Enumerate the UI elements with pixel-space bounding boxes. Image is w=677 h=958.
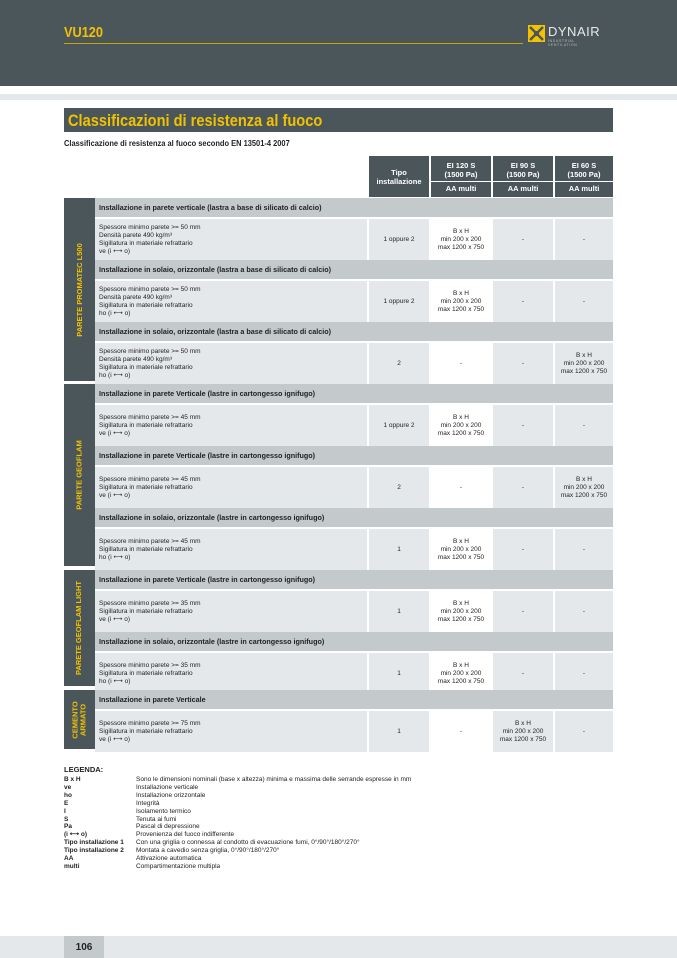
- ei60-value: [555, 405, 613, 446]
- group-label-text: PARETE PROMATEC L500: [74, 242, 84, 337]
- legend-key: multi: [64, 862, 80, 870]
- value-line: min 200 x 200: [440, 421, 482, 429]
- page-header: [0, 0, 677, 86]
- tipo-installazione: 1: [369, 591, 429, 632]
- tipo-installazione: 1: [369, 529, 429, 570]
- ei120-value: [431, 281, 491, 322]
- logo-mark-icon: [528, 25, 545, 42]
- ei90-value: [493, 711, 553, 752]
- header-rule: [64, 43, 523, 44]
- value-line: max 1200 x 750: [560, 491, 608, 499]
- col-header-ei60: [555, 156, 613, 197]
- value-line: -: [582, 545, 586, 553]
- row-description: [95, 591, 367, 632]
- legend-key: ve: [64, 783, 72, 791]
- description-line: Sigillatura in materiale refrattario: [99, 669, 193, 677]
- logo-text: DYNAIR: [548, 24, 601, 39]
- legend-key: AA: [64, 855, 74, 862]
- ei60-value: [555, 467, 613, 508]
- group-label-line: ARMATO: [78, 703, 88, 736]
- ei60-value: [555, 219, 613, 260]
- col-header-line: (1500 Pa): [444, 169, 478, 179]
- row-description: [95, 467, 367, 508]
- row-heading: Installazione in solaio, orizzontale (lastre in cartongesso ignifugo): [95, 508, 613, 527]
- ei90-value: [493, 653, 553, 694]
- legend-value: Compartimentazione multipla: [136, 862, 221, 870]
- legend-key: Pa: [64, 823, 72, 831]
- col-header-line: EI 120 S: [446, 160, 476, 170]
- col-header-line: AA multi: [555, 181, 613, 193]
- description-line: ho (i ⟷ o): [99, 371, 131, 379]
- description-line: Sigillatura in materiale refrattario: [99, 239, 193, 247]
- legend-value: Sono le dimensioni nominali (base x altezza) minima e massima delle serrande espresse in mm: [136, 776, 412, 783]
- description-line: Spessore minimo parete >= 45 mm: [99, 537, 201, 545]
- value-line: -: [521, 669, 525, 677]
- legend-key: S: [64, 815, 69, 823]
- logo-subtext: INDUSTRIAL VENTILATION: [548, 39, 578, 47]
- tipo-installazione: 1: [369, 711, 429, 752]
- description-line: Spessore minimo parete >= 45 mm: [99, 475, 201, 483]
- value-line: min 200 x 200: [440, 669, 482, 677]
- description-line: ve (i ⟷ o): [99, 247, 130, 255]
- legend-value: Installazione orizzontale: [136, 791, 206, 799]
- description-line: Spessore minimo parete >= 75 mm: [99, 719, 201, 727]
- legend-value: Con una griglia o connessa al condotto di evacuazione fumi, 0°/90°/180°/270°: [136, 839, 360, 847]
- value-line: min 200 x 200: [563, 359, 605, 367]
- value-line: -: [521, 421, 525, 429]
- description-line: Sigillatura in materiale refrattario: [99, 421, 193, 429]
- row-heading: Installazione in solaio, orizzontale (lastra a base di silicato di calcio): [95, 322, 613, 341]
- row-description: [95, 711, 367, 752]
- legend-value: Montata a cavedio senza griglia, 0°/90°/180°/270°: [136, 847, 280, 855]
- description-line: ho (i ⟷ o): [99, 309, 131, 317]
- ei60-value: [555, 591, 613, 632]
- ei60-value: [555, 711, 613, 752]
- row-heading: Installazione in parete Verticale (lastre in cartongesso ignifugo): [95, 446, 613, 465]
- description-line: Sigillatura in materiale refrattario: [99, 727, 193, 735]
- ei120-value: [431, 405, 491, 446]
- ei90-value: [493, 219, 553, 260]
- legend-value: Installazione verticale: [136, 783, 199, 791]
- value-line: B x H: [453, 289, 469, 297]
- description-line: Sigillatura in materiale refrattario: [99, 301, 193, 309]
- row-heading: Installazione in parete verticale (lastra a base di silicato di calcio): [95, 198, 613, 217]
- ei90-value: [493, 467, 553, 508]
- ei60-value: [555, 343, 613, 384]
- section-title: Classificazioni di resistenza al fuoco: [68, 111, 323, 130]
- value-line: B x H: [453, 413, 469, 421]
- value-line: -: [521, 483, 525, 491]
- legend-value: Integrità: [136, 799, 160, 807]
- description-line: ho (i ⟷ o): [99, 553, 131, 561]
- value-line: -: [582, 669, 586, 677]
- col-header-line: (1500 Pa): [506, 169, 540, 179]
- col-header-line: EI 60 S: [571, 160, 597, 170]
- ei90-value: [493, 529, 553, 570]
- ei120-value: [431, 591, 491, 632]
- col-header-line: AA multi: [431, 181, 491, 193]
- legend-key: (i ⟷ o): [64, 831, 88, 839]
- description-line: Densità parete 490 kg/m³: [99, 231, 172, 239]
- tipo-installazione: 2: [369, 343, 429, 384]
- ei120-value: [431, 343, 491, 384]
- legend-key: ho: [64, 791, 72, 799]
- legend-key: B x H: [64, 776, 81, 783]
- description-line: Spessore minimo parete >= 50 mm: [99, 223, 201, 231]
- legend-value: Attivazione automatica: [136, 855, 202, 862]
- ei120-value: [431, 653, 491, 694]
- description-line: Sigillatura in materiale refrattario: [99, 483, 193, 491]
- description-line: Spessore minimo parete >= 35 mm: [99, 661, 201, 669]
- value-line: B x H: [453, 537, 469, 545]
- value-line: -: [459, 727, 463, 735]
- value-line: B x H: [453, 227, 469, 235]
- ei120-value: [431, 529, 491, 570]
- legend-value: Pascal di depressione: [136, 823, 200, 831]
- group-label: [64, 198, 95, 381]
- value-line: B x H: [453, 661, 469, 669]
- section-title-box: [64, 108, 613, 132]
- tipo-installazione: 1 oppure 2: [369, 281, 429, 322]
- ei60-value: [555, 529, 613, 570]
- value-line: -: [459, 359, 463, 367]
- ei90-value: [493, 343, 553, 384]
- description-line: Spessore minimo parete >= 45 mm: [99, 413, 201, 421]
- page-number: 106: [64, 936, 104, 958]
- value-line: -: [521, 607, 525, 615]
- value-line: -: [582, 297, 586, 305]
- tipo-installazione: 1: [369, 653, 429, 694]
- description-line: Sigillatura in materiale refrattario: [99, 607, 193, 615]
- ei90-value: [493, 591, 553, 632]
- value-line: -: [582, 235, 586, 243]
- value-line: min 200 x 200: [502, 727, 544, 735]
- value-line: min 200 x 200: [440, 235, 482, 243]
- description-line: Densità parete 490 kg/m³: [99, 355, 172, 363]
- description-line: Spessore minimo parete >= 50 mm: [99, 285, 201, 293]
- row-heading: Installazione in parete Verticale: [95, 690, 613, 709]
- value-line: -: [521, 297, 525, 305]
- value-line: -: [459, 483, 463, 491]
- col-header-line: installazione: [376, 176, 422, 186]
- ei60-value: [555, 281, 613, 322]
- value-line: -: [582, 421, 586, 429]
- tipo-installazione: 1 oppure 2: [369, 219, 429, 260]
- legend-key: E: [64, 799, 69, 807]
- row-description: [95, 281, 367, 322]
- legend-key: Tipo installazione 2: [64, 847, 124, 855]
- row-description: [95, 529, 367, 570]
- row-description: [95, 343, 367, 384]
- description-line: ho (i ⟷ o): [99, 677, 131, 685]
- value-line: -: [582, 727, 586, 735]
- tipo-installazione: 1 oppure 2: [369, 405, 429, 446]
- value-line: max 1200 x 750: [437, 305, 485, 313]
- group-label-text: [72, 701, 88, 738]
- col-header-line: Tipo: [391, 167, 407, 177]
- legend-value: Isolamento termico: [136, 807, 191, 815]
- group-label: [64, 690, 95, 749]
- ei120-value: [431, 711, 491, 752]
- col-header-line: AA multi: [493, 181, 553, 193]
- value-line: B x H: [453, 599, 469, 607]
- value-line: max 1200 x 750: [560, 367, 608, 375]
- col-header-line: (1500 Pa): [567, 169, 601, 179]
- description-line: ve (i ⟷ o): [99, 429, 130, 437]
- row-description: [95, 653, 367, 694]
- ei60-value: [555, 653, 613, 694]
- section-subtitle: Classificazione di resistenza al fuoco secondo EN 13501-4 2007: [64, 138, 290, 148]
- row-heading: Installazione in solaio, orizzontale (lastre in cartongesso ignifugo): [95, 632, 613, 651]
- legend-key: Tipo installazione 1: [64, 839, 124, 847]
- row-description: [95, 219, 367, 260]
- legend-value: Provenienza del fuoco indifferente: [136, 831, 235, 839]
- row-heading: Installazione in parete Verticale (lastre in cartongesso ignifugo): [95, 384, 613, 403]
- description-line: Spessore minimo parete >= 50 mm: [99, 347, 201, 355]
- value-line: max 1200 x 750: [437, 429, 485, 437]
- description-line: Sigillatura in materiale refrattario: [99, 545, 193, 553]
- group-label-line: CEMENTO: [70, 700, 80, 739]
- value-line: max 1200 x 750: [437, 615, 485, 623]
- value-line: -: [521, 359, 525, 367]
- legend-key: I: [64, 807, 66, 815]
- col-header-line: EI 90 S: [510, 160, 536, 170]
- tipo-installazione: 2: [369, 467, 429, 508]
- group-label: [64, 384, 95, 566]
- value-line: -: [521, 235, 525, 243]
- row-description: [95, 405, 367, 446]
- value-line: min 200 x 200: [563, 483, 605, 491]
- group-label: [64, 570, 95, 686]
- value-line: min 200 x 200: [440, 297, 482, 305]
- description-line: ve (i ⟷ o): [99, 735, 130, 743]
- value-line: B x H: [576, 351, 592, 359]
- row-heading: Installazione in solaio, orizzontale (lastra a base di silicato di calcio): [95, 260, 613, 279]
- legend-value: Tenuta ai fumi: [136, 815, 177, 823]
- value-line: B x H: [515, 719, 531, 727]
- value-line: max 1200 x 750: [437, 553, 485, 561]
- description-line: Spessore minimo parete >= 35 mm: [99, 599, 201, 607]
- description-line: ve (i ⟷ o): [99, 491, 130, 499]
- group-label-text: PARETE GEOFLAM: [74, 440, 84, 510]
- value-line: min 200 x 200: [440, 607, 482, 615]
- ei120-value: [431, 219, 491, 260]
- col-header-ei90: [493, 156, 553, 197]
- group-label-text: PARETE GEOFLAM LIGHT: [74, 580, 84, 676]
- value-line: -: [521, 545, 525, 553]
- header-band: [0, 94, 677, 100]
- ei90-value: [493, 405, 553, 446]
- description-line: Densità parete 490 kg/m³: [99, 293, 172, 301]
- description-line: ve (i ⟷ o): [99, 615, 130, 623]
- value-line: max 1200 x 750: [437, 243, 485, 251]
- brand-logo: [528, 25, 600, 45]
- value-line: B x H: [576, 475, 592, 483]
- ei90-value: [493, 281, 553, 322]
- model-name: VU120: [64, 24, 103, 41]
- legend-title: LEGENDA:: [64, 765, 104, 774]
- value-line: max 1200 x 750: [437, 677, 485, 685]
- value-line: max 1200 x 750: [499, 735, 547, 743]
- col-header-ei120: [431, 156, 491, 197]
- value-line: min 200 x 200: [440, 545, 482, 553]
- ei120-value: [431, 467, 491, 508]
- row-heading: Installazione in parete Verticale (lastre in cartongesso ignifugo): [95, 570, 613, 589]
- description-line: Sigillatura in materiale refrattario: [99, 363, 193, 371]
- value-line: -: [582, 607, 586, 615]
- col-header-tipo: [369, 156, 429, 197]
